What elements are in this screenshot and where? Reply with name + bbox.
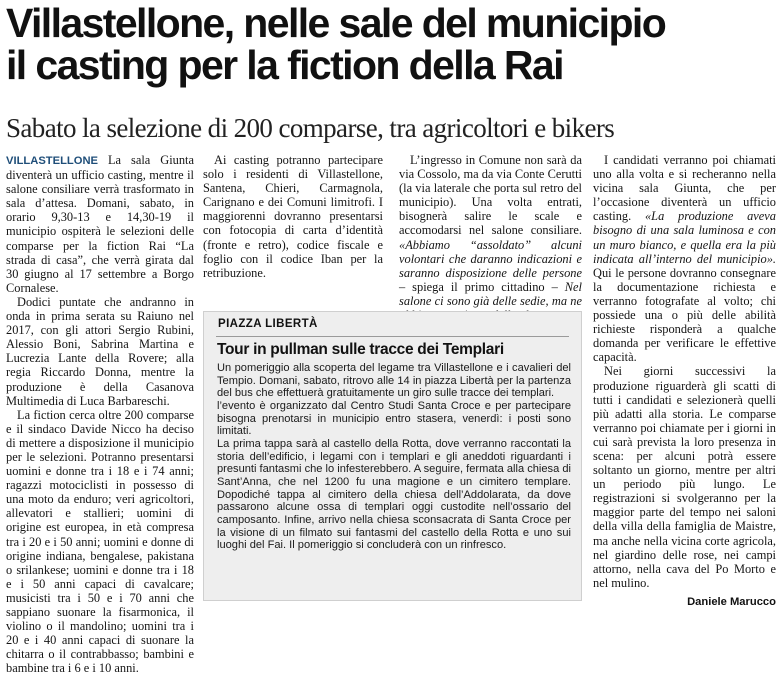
- sidebox-text: [217, 362, 571, 552]
- article-paragraph-2: Dodici puntate che andranno in onda in prima serata su Raiuno nel 2017, con gli attori Sergio Rubini, Alessio Boni, Sabrina Martina e Lucrezia Lante della Rovere; alla regia Riccardo Donna, mentre la produzione è della Casanova Multimedia di Luca Barbareschi.: [6, 294, 194, 408]
- article-quote-1b: Nel salone ci sono già delle sedie, ma ne: [399, 279, 582, 308]
- sidebox-paragraph-1: Un pomeriggio alla scoperta del legame tra Villastellone e i cavalieri del Tempio. Domani, sabato, ritrovo alle 14 in piazza Libertà per la partenza del bus che effettuerà gratuitamente un giro sulle tracce dei templari.: [217, 362, 571, 400]
- article-quote-1: «Abbiamo “assoldato” alcuni volontari che daranno indicazioni e saranno disposizione delle persone: [399, 237, 582, 280]
- article-paragraph-4: Ai casting potranno partecipare solo i residenti di Villastellone, Santena, Chieri, Carmagnola, Carignano e dei Comuni limitrofi. I maggiorenni dovranno presentarsi con fotocopia di carta d’identità (fronte e retro), codice fiscale e foglio con il codice Iban per la retribuzione.: [203, 153, 383, 280]
- article-paragraph-5: L’ingresso in Comune non sarà da via Cossolo, ma da via Conte Cerutti (la via laterale che porta sul retro del municipio). Una volta entrati, bisognerà salire le scale e accomodarsi nel salone consiliare. «Abbiamo “assoldato” alcuni volontari che daranno indicazioni e saranno disposizione delle persone – spiega il primo cittadino – Nel salone ci sono già delle sedie, ma ne: [399, 153, 582, 322]
- headline-line-1: Villastellone, nelle sale del municipio: [6, 0, 666, 46]
- article-column-1: [6, 153, 194, 675]
- subheadline: Sabato la selezione di 200 comparse, tra agricoltori e bikers: [6, 113, 615, 143]
- article-paragraph-7: Nei giorni successivi la produzione riguarderà gli scatti di tutti i candidati e selezionerà quelli più adatti alla storia. Le comparse verranno poi chiamate per i giorni in cui sarà prevista la loro presenza in scena: per alcuni potrà essere soltanto un giorno, mentre per altri un periodo più lungo. Le registrazioni si svolgeranno per la maggior parte del tempo nei saloni della villa della famiglia de Maistre, ma anche nella vicina corte agricola, nel giardino delle rose, nei campi attorno, nella cava del Po Morto e nel mulino.: [593, 364, 776, 590]
- sidebox-divider: [216, 336, 569, 337]
- article-paragraph-1: VILLASTELLONE La sala Giunta diventerà un ufficio casting, mentre il salone consiliare verrà trasformato in sala d’attesa. Domani, sabato, in orario 9,30-13 e 14,30-19 il municipio ospiterà le selezioni delle comparse per la fiction Rai “La strada di casa”, che verrà girata dal 30 giugno al 17 settembre a Borgo Cornalese.: [6, 153, 194, 295]
- article-column-4: [593, 153, 776, 590]
- sidebox-paragraph-2: l’evento è organizzato dal Centro Studi Santa Croce e per partecipare bisogna prenotarsi in municipio entro stasera, venerdì: i posti sono limitati.: [217, 399, 571, 438]
- article-paragraph-6: I candidati verranno poi chiamati uno alla volta e si recheranno nella vicina sala Giunta, che per l’occasione diventerà un ufficio casting. «La produzione aveva bisogno di una sala luminosa e con un muro bianco, e quella era la più indicata all’interno del municipio». Qui le persone dovranno consegnare la documentazione richiesta e verranno fotografate al volto; chi possiede una o più delle abilità richieste risponderà a qualche domanda per verificare le effettive capacità.: [593, 153, 776, 365]
- sidebox-title: Tour in pullman sulle tracce dei Templari: [217, 341, 504, 358]
- sidebox-tag: PIAZZA LIBERTÀ: [218, 318, 318, 330]
- article-paragraph-3: La fiction cerca oltre 200 comparse e il sindaco Davide Nicco ha deciso di mettere a disposizione il municipio per le selezioni. Potranno presentarsi uomini e donne tra i 18 e i 74 anni; ragazzi motociclisti in possesso di una moto da enduro; veri agricoltori, allevatori e stallieri; uomini di origine est europea, in età compresa tra i 20 e i 50 anni; uomini e donne di origine indiana, bengalese, pakistana o srilankese; uomini e donne tra i 18 e i 50 anni capaci di cavalcare; musicisti tra i 50 e i 70 anni che sappiano suonare la fisarmonica, il violino o il mandolino; uomini tra i 20 e i 40 anni capaci di suonare la chitarra o il contrabbasso; bambini e bambine tra i 6 e i 10 anni.: [6, 407, 194, 675]
- sidebox-paragraph-3: La prima tappa sarà al castello della Rotta, dove verranno raccontati la storia dell’edificio, i legami con i templari e gli aneddoti riguardanti i presunti fantasmi che lo infesterebbero. A seguire, fermata alla chiesa di Sant’Anna, che nel 1200 fu una magione e un cimitero templare. Dopodiché tappa al cimitero della chiesa dell’Addolarata, da dove passarono alcune ossa di templari oggi custodite nell’ossario del camposanto. Infine, arrivo nella chiesa sconsacrata di Santa Croce per la visione di un filmato sui fantasmi del castello della Rotta e uno sui luoghi del Fai. Il pomeriggio si concluderà con un rinfresco.: [217, 437, 571, 552]
- article-kicker: VILLASTELLONE: [6, 155, 98, 167]
- byline: Daniele Marucco: [687, 596, 776, 608]
- headline: [6, 2, 778, 86]
- article-column-2: [203, 153, 383, 280]
- article-quote-2: «La produzione aveva bisogno di una sala luminosa e con un muro bianco, e quella era la più indicata all’interno del municipio».: [593, 209, 776, 266]
- article-column-3: [399, 153, 582, 322]
- headline-line-2: il casting per la fiction della Rai: [6, 42, 563, 88]
- sidebox: [203, 311, 582, 601]
